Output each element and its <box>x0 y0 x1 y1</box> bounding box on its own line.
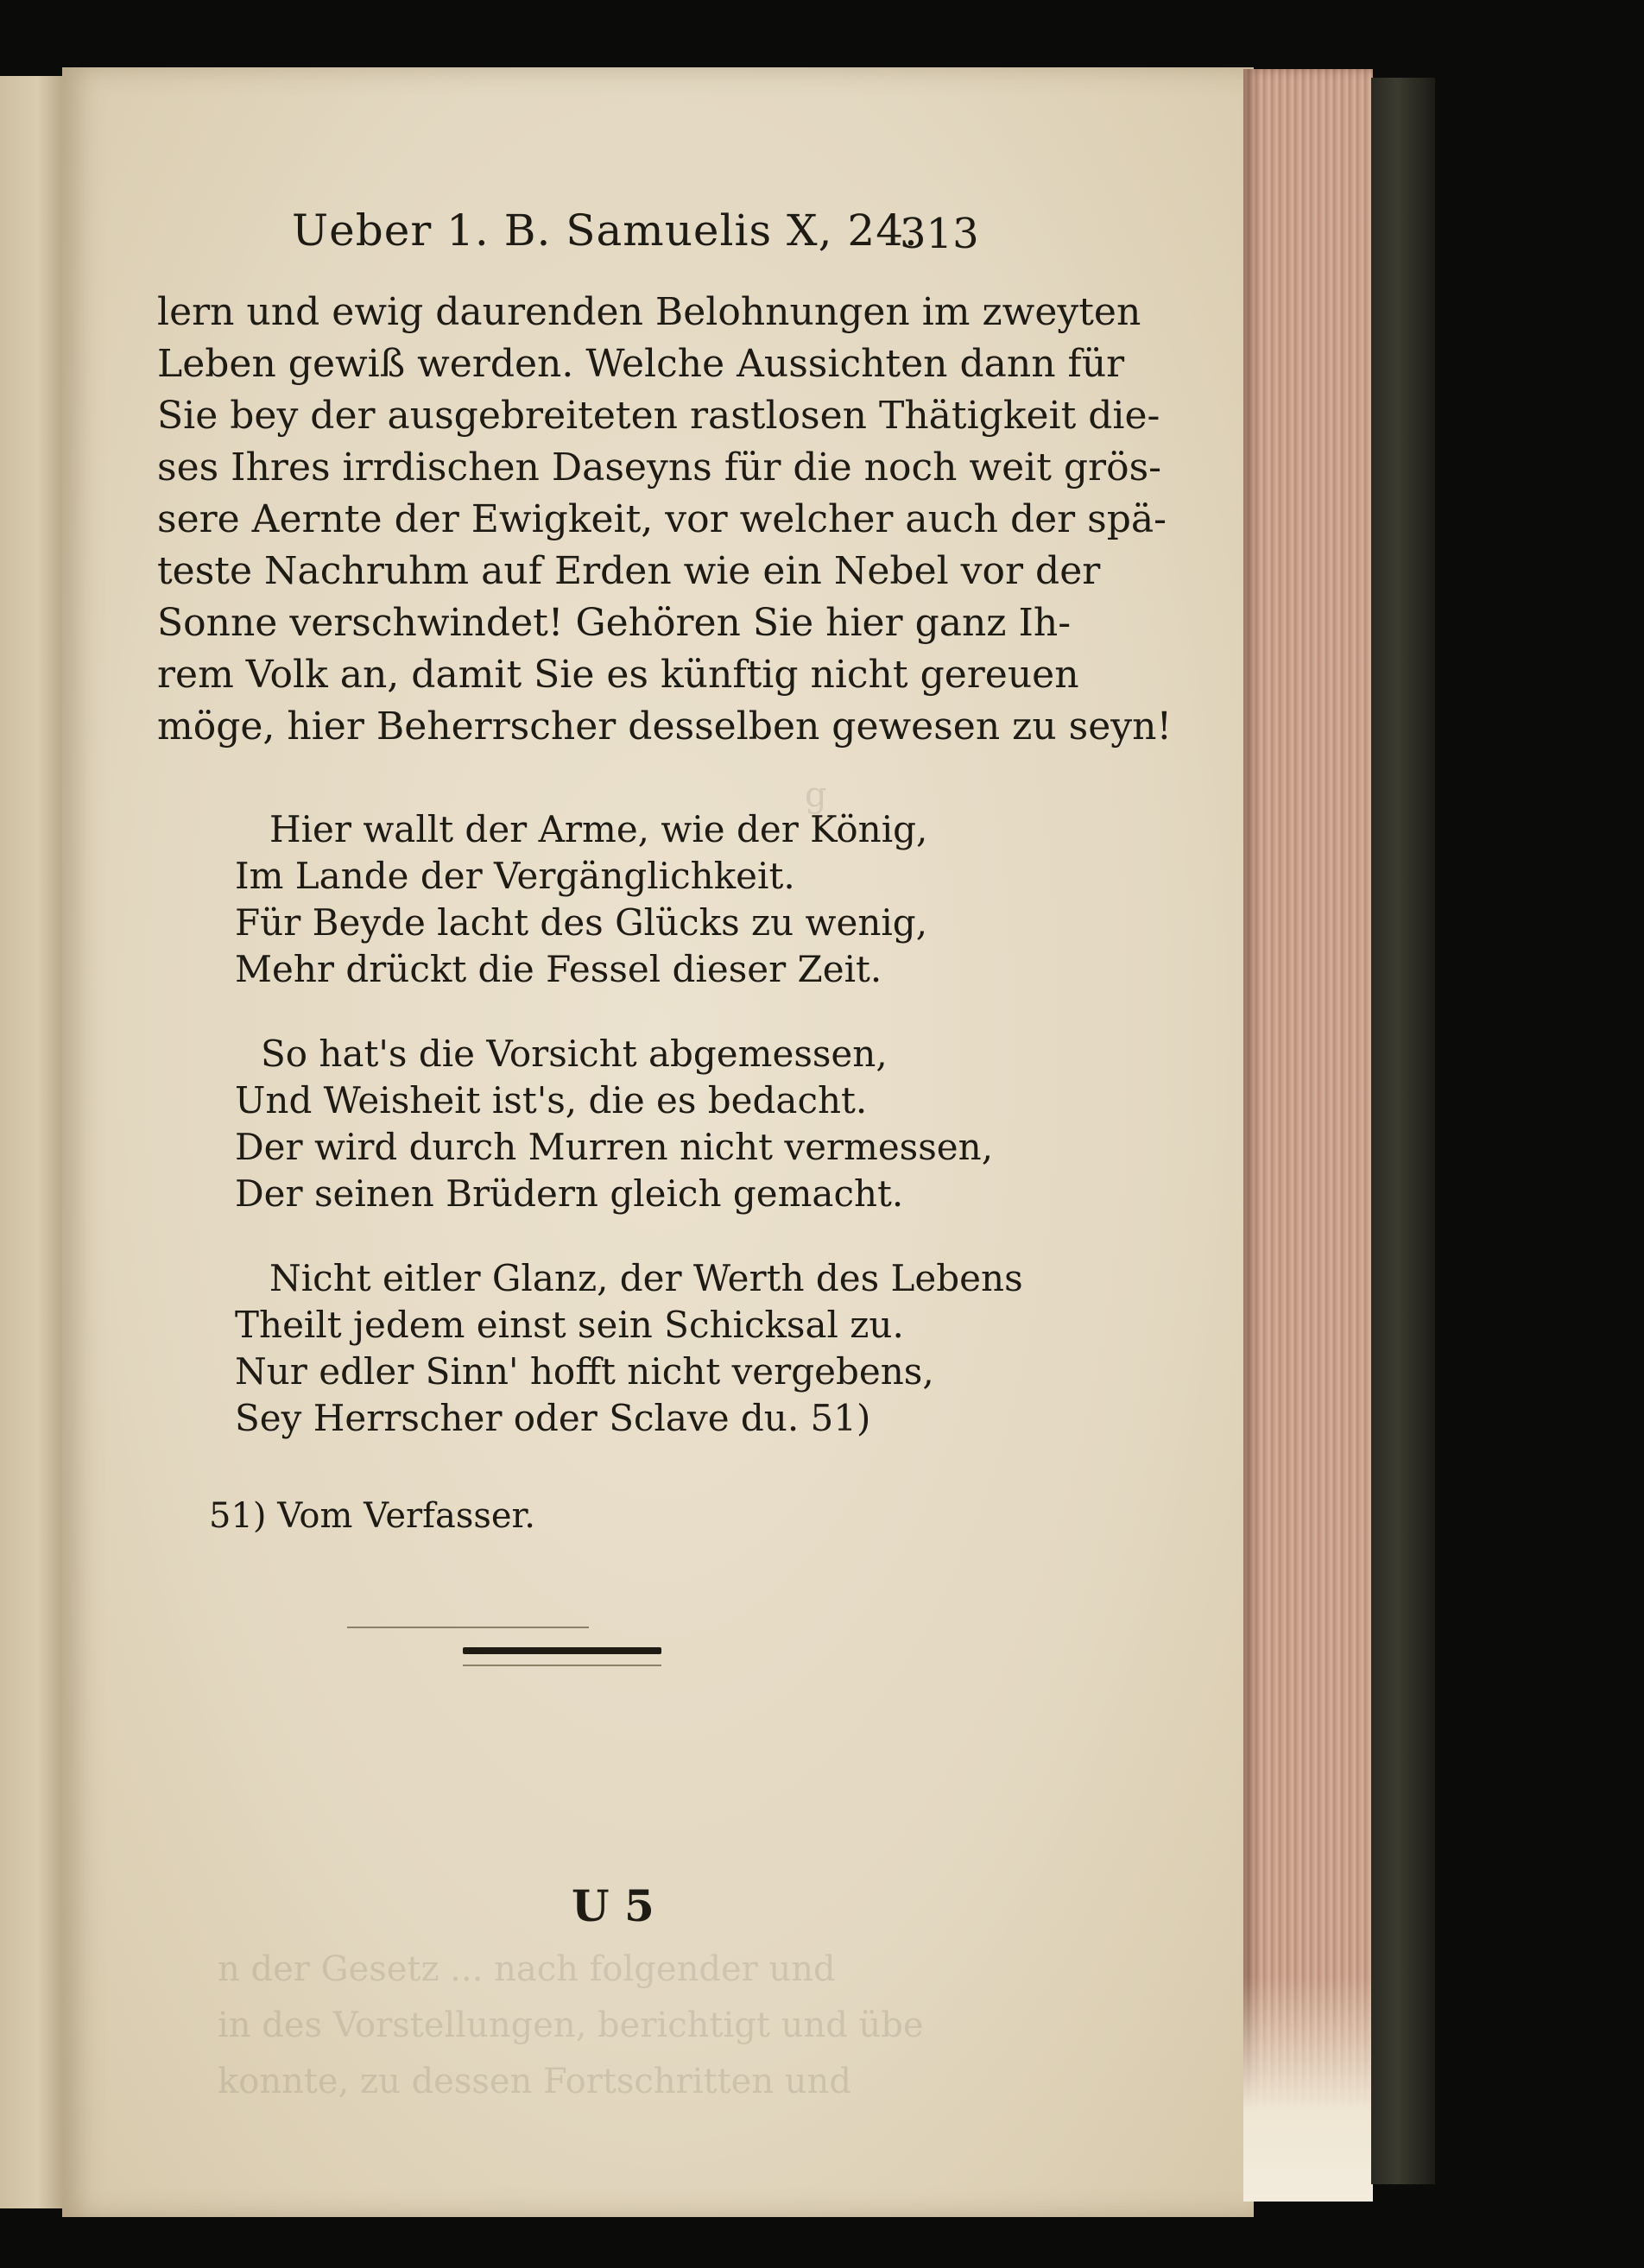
prose-line: sere Aernte der Ewigkeit, vor welcher auch der spä- <box>157 497 1167 541</box>
verse-line: Im Lande der Vergänglichkeit. <box>235 855 795 897</box>
prose-line: teste Nachruhm auf Erden wie ein Nebel vor der <box>157 549 1101 593</box>
section-divider-thin-lower <box>463 1665 661 1666</box>
running-title: Ueber 1. B. Samuelis X, 24. <box>292 205 919 256</box>
verse-line: So hat's die Vorsicht abgemessen, <box>261 1033 888 1075</box>
facing-page-edge <box>0 76 62 2208</box>
verse-line: Mehr drückt die Fessel dieser Zeit. <box>235 948 882 990</box>
prose-line: Sie bey der ausgebreiteten rastlosen Thätigkeit die- <box>157 394 1160 438</box>
book-cover-edge <box>1371 78 1435 2184</box>
verse-line: Theilt jedem einst sein Schicksal zu. <box>235 1304 904 1346</box>
verse-line: Sey Herrscher oder Sclave du. 51) <box>235 1397 871 1439</box>
footnote: 51) Vom Verfasser. <box>209 1496 535 1536</box>
verse-line: Hier wallt der Arme, wie der König, <box>269 808 928 850</box>
prose-line: möge, hier Beherrscher desselben gewesen zu seyn! <box>157 704 1173 749</box>
section-divider-thick <box>463 1647 661 1654</box>
prose-line: lern und ewig daurenden Belohnungen im zweyten <box>157 290 1141 334</box>
page-number: 313 <box>900 210 979 258</box>
section-divider-thin <box>347 1627 589 1628</box>
verse-line: Der seinen Brüdern gleich gemacht. <box>235 1172 904 1215</box>
prose-line: Leben gewiß werden. Welche Aussichten dann für <box>157 342 1125 386</box>
book-fore-edge <box>1243 69 1373 2202</box>
book-page: g n der Gesetz ... nach folgender und in des Vorstellungen, berichtigt und übe konnte, zu dessen Fortschritten und Ueber 1. B. Samuelis X, 24. 313 lern und ewig daurenden Belohnungen im zweyten Leben gewiß werden. Welche Aussichten dann für Sie bey der ausgebreiteten rastlosen Thätigkeit die- ses Ihres irrdischen Daseyns für die noch weit grös- sere Aernte der Ewigkeit, vor welcher auch der spä- teste Nachruhm auf Erden wie ein Nebel vor der Sonne verschwindet! Gehören Sie hier ganz Ih- rem Volk an, damit Sie es künftig nicht gereuen möge, hier Beherrscher desselben gewesen zu seyn! Hier wallt der Arme, wie der König, Im Lande der Vergänglichkeit. Für Beyde lacht des Glücks zu wenig, Mehr drückt die Fessel dieser Zeit. So hat's die Vorsicht abgemessen, Und Weisheit ist's, die es bedacht. Der wird durch Murren nicht vermessen, Der seinen Brüdern gleich gemacht. Nicht eitler Glanz, der Werth des Lebens Theilt jedem einst sein Schicksal zu. Nur edler Sinn' hofft nicht vergebens, Sey Herrscher oder Sclave du. 51) 51) Vom Verfasser. U 5 <box>62 67 1254 2217</box>
verse-line: Der wird durch Murren nicht vermessen, <box>235 1126 994 1168</box>
verse-line: Nicht eitler Glanz, der Werth des Lebens <box>269 1257 1023 1299</box>
prose-line: ses Ihres irrdischen Daseyns für die noch weit grös- <box>157 445 1162 490</box>
prose-line: rem Volk an, damit Sie es künftig nicht gereuen <box>157 653 1079 697</box>
prose-line: Sonne verschwindet! Gehören Sie hier ganz Ih- <box>157 601 1072 645</box>
verse-line: Und Weisheit ist's, die es bedacht. <box>235 1079 868 1121</box>
signature-mark: U 5 <box>572 1880 654 1931</box>
verse-line: Nur edler Sinn' hofft nicht vergebens, <box>235 1350 934 1393</box>
verse-line: Für Beyde lacht des Glücks zu wenig, <box>235 901 928 944</box>
